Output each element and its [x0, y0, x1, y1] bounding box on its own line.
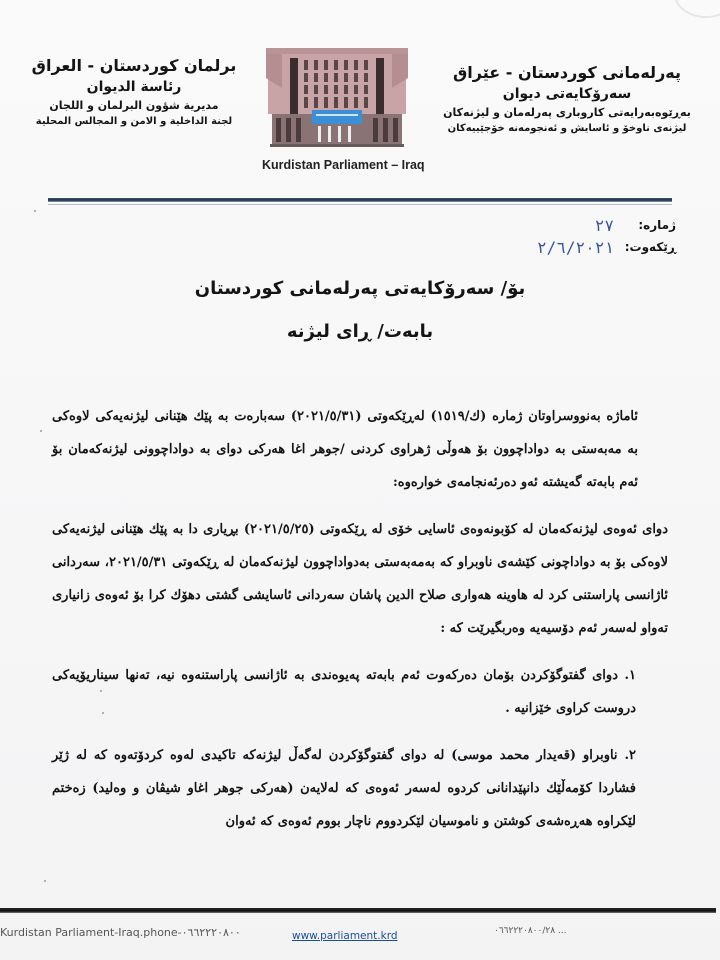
letterhead-arabic-line4: لجنة الداخلية و الامن و المجالس المحلية [35, 116, 233, 127]
letterhead-kurdish-line4: لیژنەی ناوخۆ و ئاسایش و ئەنجومەنە خۆجێییەکان [447, 123, 687, 134]
logo-caption: Kurdistan Parliament – Iraq [262, 158, 425, 172]
letter-body [52, 400, 668, 846]
letterhead-arabic-line2: رئاسة الديوان [86, 79, 182, 95]
footer-contact: Kurdistan Parliament-Iraq.phone-٠٦٦٢٢٢٠٨٠٠ [0, 926, 241, 939]
scan-speck [100, 690, 102, 692]
number-label: ژمارە: [638, 218, 676, 232]
list-item-1-number: ١. [624, 668, 637, 683]
header-divider [48, 198, 672, 202]
footer-divider [0, 908, 716, 913]
reference-block [436, 214, 676, 258]
list-item-1 [52, 659, 668, 725]
scan-speck [40, 430, 42, 432]
body-paragraph-2: دوای ئەوەی لیژنەکەمان لە کۆبونەوەی ئاسایی خۆی لە ڕێکەوتی (٢٠٢١/٥/٢٥) بڕیاری دا بە پێك هێنانی لیژنەیەکی لاوەکی بۆ بە دواداچونی کێشەی ناوبراو کە بەمەبەستی بەدواداچوون لیژنەکەمان لە ڕێکەوتی ٢٠٢١/٥/٣١، سەردانی ئاژانسی پاراستنی کرد لە هاوینە هەواری صلاح الدین پاشان سەردانی ئاسایشی گشتی دهۆك کرا بۆ ئەوەی زانیاری تەواو لەسەر ئەم دۆسیەیە وەربگیرێت کە : [52, 522, 668, 636]
parliament-building-logo [262, 48, 412, 148]
reference-date-row [436, 236, 676, 258]
list-item-1-text: دوای گفتوگۆکردن بۆمان دەرکەوت ئەم بابەتە پەیوەندی بە ئاژانسی پاراستنەوە نیە، تەنها سیناریۆیەکی دروست کراوی خێزانیە . [52, 668, 636, 716]
scan-speck [102, 712, 104, 714]
date-label: ڕێکەوت: [624, 240, 676, 254]
letterhead-arabic-line3: مديرية شؤون البرلمان و اللجان [49, 99, 219, 112]
list-item-2-number: ٢. [624, 748, 637, 763]
date-value: ٢/٦/٢٠٢١ [536, 237, 614, 257]
list-item-2 [52, 739, 668, 838]
scan-speck [44, 880, 46, 882]
letterhead-arabic [14, 55, 254, 130]
reference-number-row [436, 214, 676, 236]
letterhead-kurdish-line1: پەرلەمانی کوردستان - عێراق [453, 63, 681, 82]
letterhead-arabic-line1: برلمان كوردستان - العراق [31, 56, 237, 75]
footer-website-link[interactable]: www.parliament.krd [292, 930, 398, 942]
header-divider-thin [48, 204, 672, 205]
recipient-title: بۆ/ سەرۆکایەتی پەرلەمانی کوردستان [194, 278, 526, 299]
scan-speck [34, 210, 36, 212]
letterhead-kurdish-line2: سەرۆکایەتی دیوان [502, 86, 632, 102]
letterhead-kurdish [432, 62, 702, 137]
stamp-mark [674, 0, 720, 18]
subject-title: بابەت/ ڕای لیژنە [286, 321, 434, 342]
letterhead-kurdish-line3: بەڕێوەبەرایەتی کاروباری پەرلەمان و لیژنەکان [443, 106, 691, 119]
list-item-2-text: ناوبراو (قەیدار محمد موسی) لە دوای گفتوگۆکردن لەگەڵ لیژنەکە تاکیدی لەوە کردۆتەوە کە لە ژێر فشاردا کۆمەڵێك دانپێدانانی کردوە لەسەر ئەوەی کە لەلایەن (هەرکی جوهر اغاو شیڤان و وەلید) زەختم لێکراوە هەڕەشەی کوشتن و ناموسیان لێکردووم ناچار بووم ئەوەی کە ئەوان [52, 748, 636, 829]
footer-phone-arabic: ٠٦٦٢٢٢٠٨٠٠/٢٨ ... [494, 926, 567, 936]
body-paragraph-1: ئاماژە بەنووسراوتان ژمارە (ك/١٥١٩) لەڕێکەوتی (٢٠٢١/٥/٣١) سەبارەت بە پێك هێنانی لیژنەیەکی لاوەکی بە مەبەستی بە دواداچوون بۆ هەوڵی ژهراوی کردنی /جوهر اغا هەرکی دوای بە دواداچوونی لیژنەکەمان بۆ ئەم بابەتە گەیشتە ئەو دەرئەنجامەی خوارەوە: [52, 409, 639, 490]
number-value: ٢٧ [594, 215, 614, 235]
